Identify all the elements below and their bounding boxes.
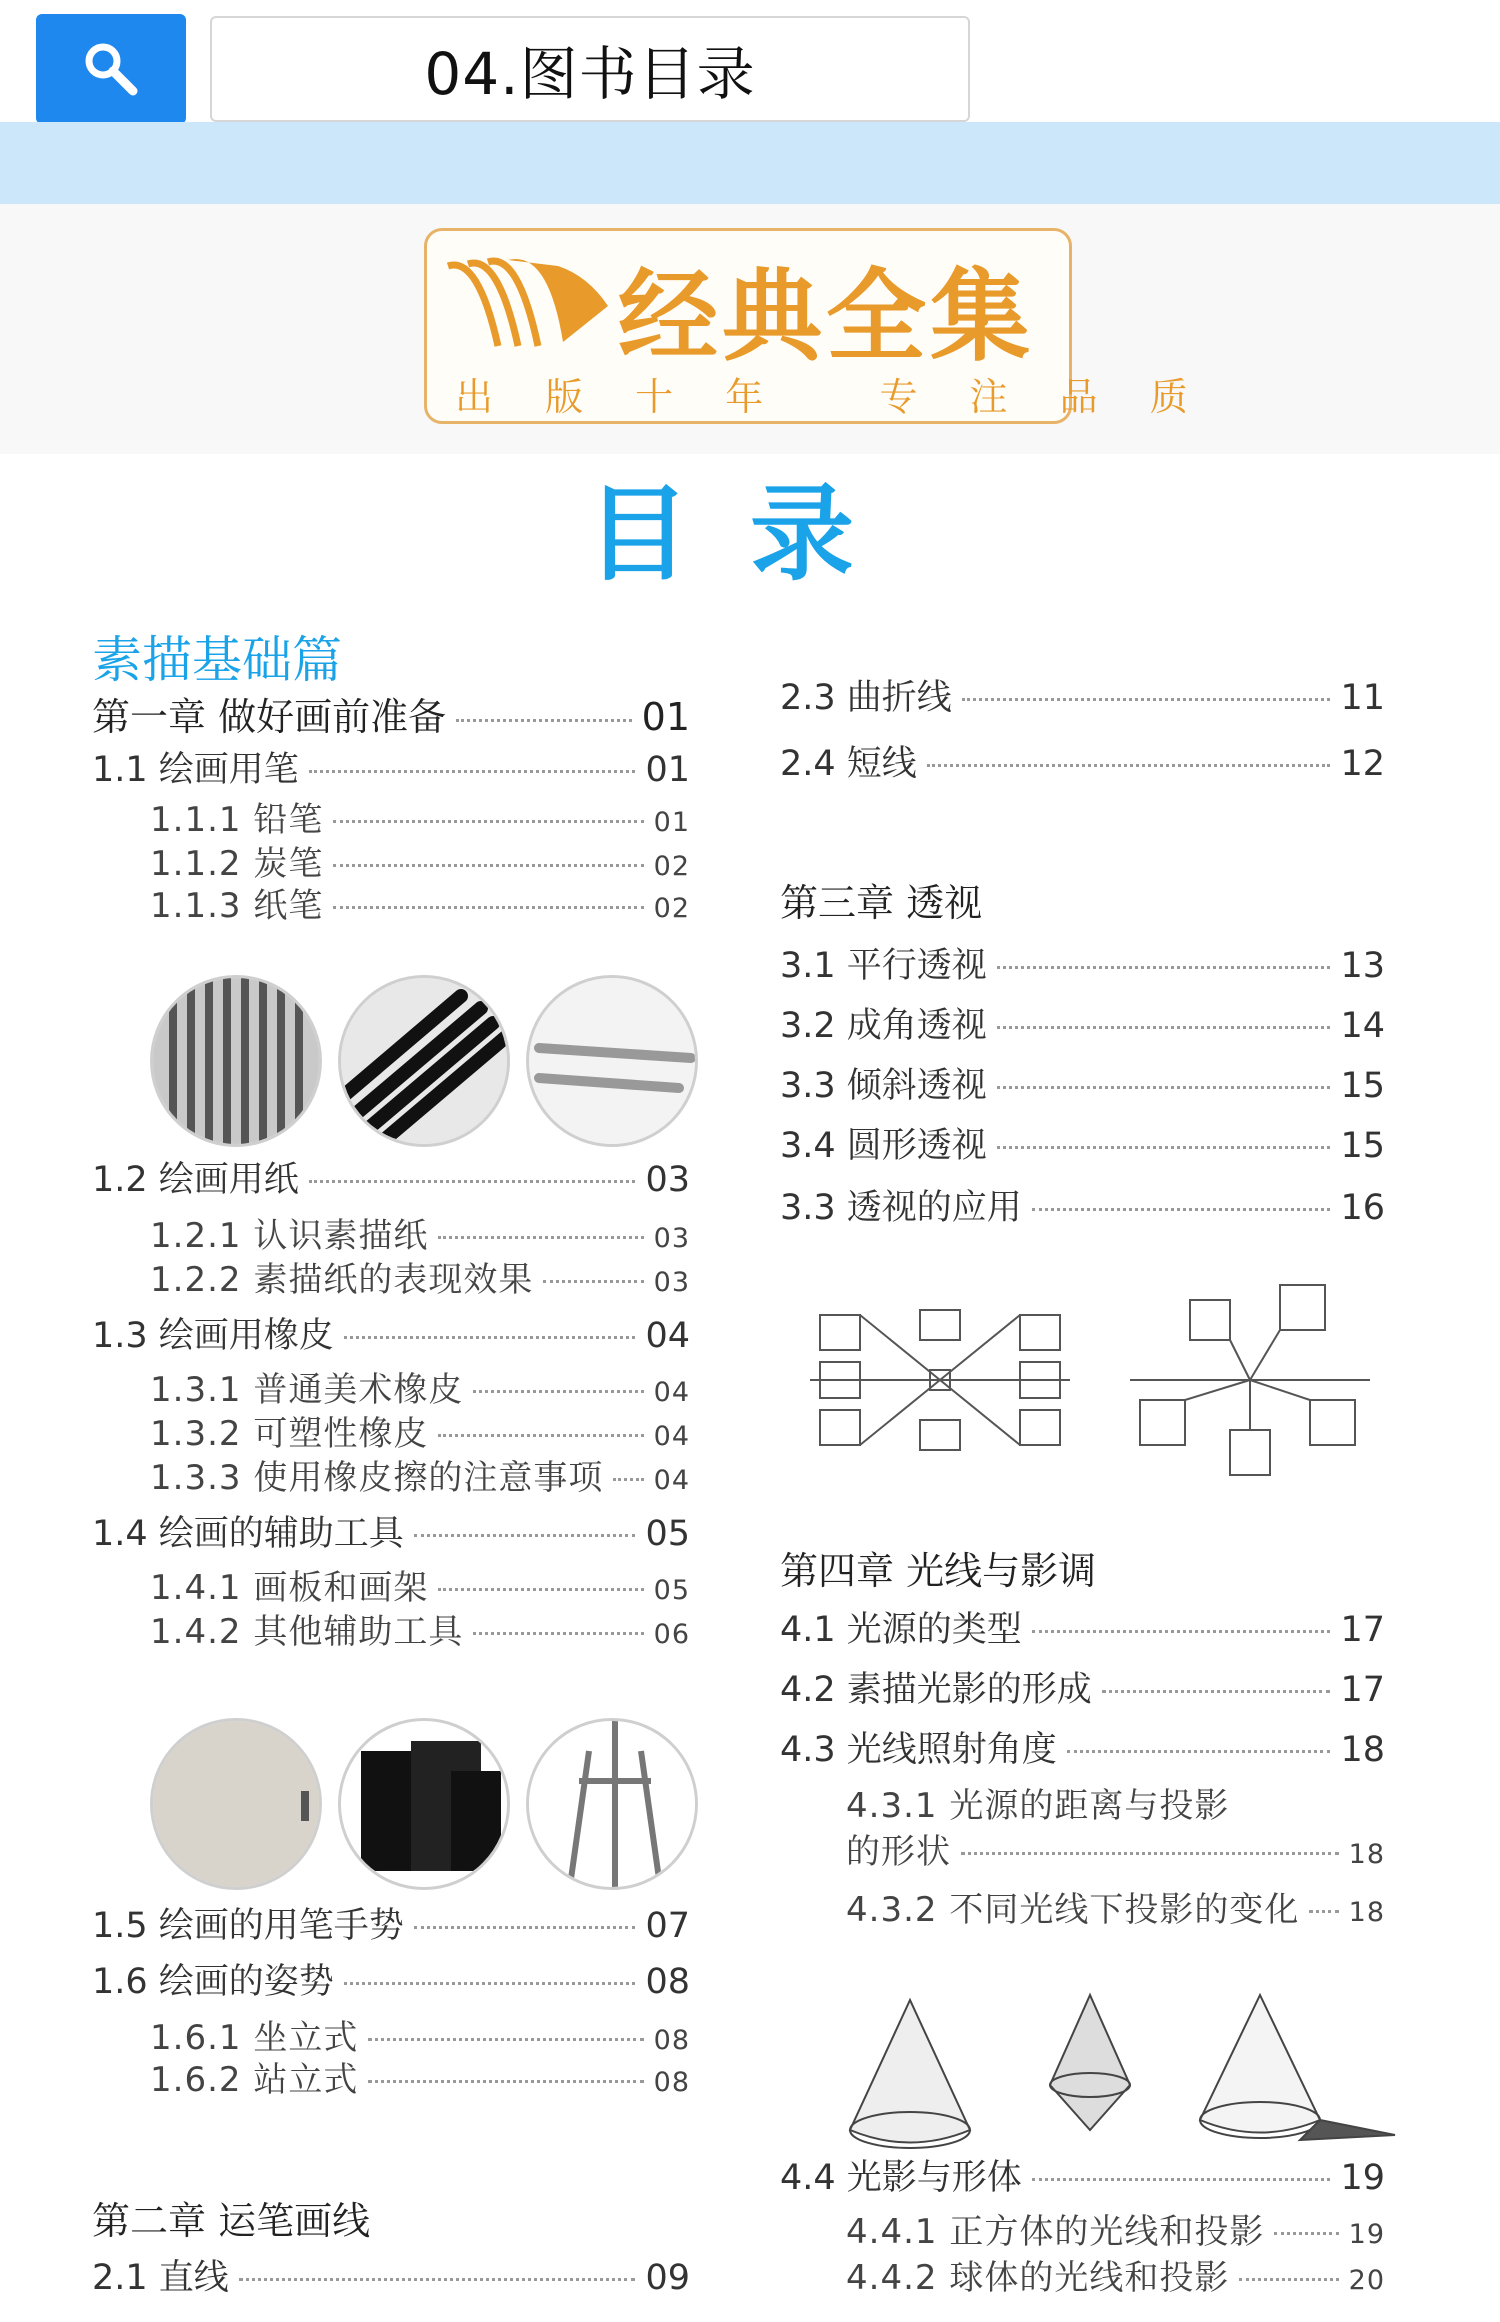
toc-entry[interactable] — [780, 736, 1385, 786]
toc-page-number: 08 — [653, 2067, 690, 2098]
toc-leader-dots — [414, 1534, 636, 1537]
toc-entry[interactable] — [780, 1722, 1385, 1772]
toc-entry[interactable] — [150, 1450, 690, 1499]
toc-leader-dots — [997, 1086, 1331, 1089]
toc-entry[interactable] — [150, 2052, 690, 2101]
toc-entry-label: 1.4.1 画板和画架 — [150, 1568, 429, 1608]
paper-stump-photo — [526, 975, 698, 1147]
toc-entry[interactable] — [780, 1180, 1385, 1230]
toc-page-number: 18 — [1340, 1730, 1385, 1770]
toc-entry-label: 1.4.2 其他辅助工具 — [150, 1612, 464, 1652]
toc-page-number: 01 — [653, 807, 690, 838]
toc-entry[interactable] — [846, 1882, 1385, 1931]
book-logo-icon — [438, 246, 618, 366]
toc-entry-label: 4.4.2 球体的光线和投影 — [846, 2258, 1230, 2298]
toc-chapter-heading[interactable] — [780, 1540, 1385, 1595]
parallel-perspective-diagram — [810, 1300, 1070, 1460]
toc-entry-label: 1.3.1 普通美术橡皮 — [150, 1370, 464, 1410]
toc-leader-dots — [1102, 1690, 1331, 1693]
toc-page-number: 19 — [1340, 2158, 1385, 2198]
toc-leader-dots — [997, 1146, 1331, 1149]
toc-entry[interactable] — [150, 1560, 690, 1609]
toc-entry-label: 1.2.1 认识素描纸 — [150, 1216, 429, 1256]
toc-entry-label: 4.3.2 不同光线下投影的变化 — [846, 1890, 1300, 1930]
toc-page-number: 05 — [653, 1575, 690, 1606]
toc-leader-dots — [1309, 1910, 1338, 1913]
toc-page-number: 02 — [653, 893, 690, 924]
toc-entry-label: 3.4 圆形透视 — [780, 1126, 987, 1166]
toc-entry-label: 1.1.1 铅笔 — [150, 800, 324, 840]
easel-photo — [526, 1718, 698, 1890]
toc-leader-dots — [961, 1852, 1339, 1855]
toc-leader-dots — [1032, 1630, 1331, 1633]
toc-entry[interactable] — [92, 1954, 690, 2004]
toc-entry-label: 4.2 素描光影的形成 — [780, 1670, 1092, 1710]
toc-page-number: 04 — [653, 1421, 690, 1452]
toc-page-number: 05 — [645, 1514, 690, 1554]
toc-leader-dots — [344, 1336, 636, 1339]
toc-entry-label: 1.1.3 纸笔 — [150, 886, 324, 926]
toc-entry-label: 第四章 光线与影调 — [780, 1549, 1097, 1593]
toc-entry[interactable] — [846, 1824, 1385, 1873]
charcoal-photo — [338, 975, 510, 1147]
toc-entry-label: 1.2 绘画用纸 — [92, 1160, 299, 1200]
toc-page-number: 17 — [1340, 1610, 1385, 1650]
toc-page-number: 09 — [645, 2258, 690, 2298]
toc-entry[interactable] — [92, 1898, 690, 1948]
toc-page-number: 14 — [1340, 1006, 1385, 1046]
toc-entry-label: 第三章 透视 — [780, 881, 983, 925]
toc-entry-label: 1.3.3 使用橡皮擦的注意事项 — [150, 1458, 604, 1498]
toc-entry-label: 3.1 平行透视 — [780, 946, 987, 986]
toc-entry[interactable] — [780, 1602, 1385, 1652]
toc-entry-label: 1.1.2 炭笔 — [150, 844, 324, 884]
toc-entry[interactable] — [780, 938, 1385, 988]
toc-entry[interactable] — [92, 686, 690, 741]
toc-entry-label: 1.6 绘画的姿势 — [92, 1962, 334, 2002]
toc-leader-dots — [997, 1026, 1331, 1029]
toc-entry[interactable] — [150, 792, 690, 841]
toc-leader-dots — [414, 1926, 636, 1929]
toc-leader-dots — [344, 1982, 636, 1985]
toc-page-number: 19 — [1348, 2219, 1385, 2250]
toc-page-number: 01 — [641, 695, 690, 739]
toc-page-number: 04 — [653, 1377, 690, 1408]
drawing-board-photo — [150, 1718, 322, 1890]
toc-entry[interactable] — [780, 1058, 1385, 1108]
toc-leader-dots — [1032, 1208, 1331, 1211]
toc-entry[interactable] — [846, 2250, 1385, 2299]
toc-page-number: 08 — [653, 2025, 690, 2056]
toc-leader-dots — [333, 906, 643, 909]
toc-entry[interactable] — [150, 1604, 690, 1653]
cone-light-diagrams — [820, 1990, 1400, 2160]
toc-leader-dots — [333, 820, 643, 823]
toc-entry-label: 1.2.2 素描纸的表现效果 — [150, 1260, 534, 1300]
toc-page-number: 03 — [653, 1267, 690, 1298]
toc-page-number: 15 — [1340, 1126, 1385, 1166]
toc-chapter-heading[interactable] — [846, 1778, 1385, 1827]
toc-leader-dots — [1274, 2232, 1338, 2235]
toc-leader-dots — [438, 1236, 643, 1239]
brand-title: 经典全集 — [618, 258, 1034, 375]
toc-page-number: 04 — [645, 1316, 690, 1356]
toc-page-number: 03 — [653, 1223, 690, 1254]
toc-page-number: 18 — [1348, 1897, 1385, 1928]
toc-leader-dots — [962, 698, 1331, 701]
toc-leader-dots — [927, 764, 1331, 767]
toc-entry-label: 的形状 — [846, 1832, 951, 1872]
toc-entry-label: 4.4.1 正方体的光线和投影 — [846, 2212, 1265, 2252]
toc-entry-label: 1.5 绘画的用笔手势 — [92, 1906, 404, 1946]
search-icon — [81, 39, 141, 99]
toc-entry-label: 1.6.1 坐立式 — [150, 2018, 359, 2058]
angular-perspective-diagram — [1130, 1280, 1370, 1480]
toc-entry[interactable] — [92, 2250, 690, 2300]
toc-chapter-heading[interactable] — [92, 2190, 690, 2245]
toc-entry-label: 1.6.2 站立式 — [150, 2060, 359, 2100]
toc-leader-dots — [473, 1390, 643, 1393]
toc-entry-label: 第二章 运笔画线 — [92, 2199, 371, 2243]
pencils-photo — [150, 975, 322, 1147]
toc-leader-dots — [543, 1280, 643, 1283]
toc-page-number: 01 — [645, 750, 690, 790]
toc-leader-dots — [1032, 2178, 1331, 2181]
toc-leader-dots — [239, 2278, 636, 2281]
toc-entry-label: 4.3.1 光源的距离与投影 — [846, 1786, 1230, 1826]
search-input[interactable]: 04.图书目录 — [210, 16, 970, 122]
toc-entry-label: 3.2 成角透视 — [780, 1006, 987, 1046]
toc-entry-label: 1.1 绘画用笔 — [92, 750, 299, 790]
toc-entry-label: 3.3 倾斜透视 — [780, 1066, 987, 1106]
toc-entry-label: 4.1 光源的类型 — [780, 1610, 1022, 1650]
toc-entry[interactable] — [150, 1406, 690, 1455]
toc-entry-label: 3.3 透视的应用 — [780, 1188, 1022, 1228]
toc-entry[interactable] — [780, 1662, 1385, 1712]
toc-leader-dots — [613, 1478, 643, 1481]
toc-page-number: 20 — [1348, 2265, 1385, 2296]
toc-leader-dots — [997, 966, 1331, 969]
toc-entry-label: 4.3 光线照射角度 — [780, 1730, 1057, 1770]
toc-leader-dots — [333, 864, 643, 867]
header-band — [0, 122, 1500, 204]
toc-entry[interactable] — [150, 878, 690, 927]
toc-leader-dots — [1239, 2278, 1338, 2281]
toc-entry[interactable] — [780, 670, 1385, 720]
search-button[interactable] — [36, 14, 186, 124]
toc-entry-label: 2.3 曲折线 — [780, 678, 952, 718]
drawing-bags-photo — [338, 1718, 510, 1890]
toc-chapter-heading[interactable] — [780, 872, 1385, 927]
toc-page-number: 08 — [645, 1962, 690, 2002]
toc-leader-dots — [368, 2080, 643, 2083]
toc-page-number: 12 — [1340, 744, 1385, 784]
toc-leader-dots — [309, 1180, 636, 1183]
toc-entry-label: 2.1 直线 — [92, 2258, 229, 2298]
toc-leader-dots — [438, 1434, 643, 1437]
toc-entry-label: 4.4 光影与形体 — [780, 2158, 1022, 2198]
toc-entry[interactable] — [780, 998, 1385, 1048]
toc-leader-dots — [473, 1632, 643, 1635]
toc-entry[interactable] — [150, 1362, 690, 1411]
toc-entry[interactable] — [150, 1252, 690, 1301]
toc-leader-dots — [1067, 1750, 1331, 1753]
toc-page-number: 04 — [653, 1465, 690, 1496]
toc-page-number: 17 — [1340, 1670, 1385, 1710]
toc-entry[interactable] — [780, 1118, 1385, 1168]
toc-entry-label: 1.3.2 可塑性橡皮 — [150, 1414, 429, 1454]
toc-page-number: 13 — [1340, 946, 1385, 986]
toc-page-number: 11 — [1340, 678, 1385, 718]
toc-page-number: 06 — [653, 1619, 690, 1650]
toc-page-number: 15 — [1340, 1066, 1385, 1106]
toc-entry[interactable] — [92, 1152, 690, 1202]
brand-slogan: 出 版 十 年 专 注 品 质 — [455, 375, 1208, 419]
toc-title: 目录 — [585, 472, 914, 595]
toc-entry[interactable] — [846, 2204, 1385, 2253]
toc-page-number: 18 — [1348, 1839, 1385, 1870]
toc-page-number: 02 — [653, 851, 690, 882]
toc-page-number: 16 — [1340, 1188, 1385, 1228]
toc-entry-label: 1.3 绘画用橡皮 — [92, 1316, 334, 1356]
toc-leader-dots — [456, 719, 632, 722]
section-title: 素描基础篇 — [92, 631, 342, 689]
toc-leader-dots — [309, 770, 636, 773]
toc-entry-label: 2.4 短线 — [780, 744, 917, 784]
toc-entry[interactable] — [150, 1208, 690, 1257]
toc-entry[interactable] — [92, 1506, 690, 1556]
toc-page-number: 07 — [645, 1906, 690, 1946]
toc-entry[interactable] — [92, 1308, 690, 1358]
toc-leader-dots — [368, 2038, 643, 2041]
toc-entry-label: 第一章 做好画前准备 — [92, 695, 447, 739]
toc-entry[interactable] — [92, 742, 690, 792]
toc-page-number: 03 — [645, 1160, 690, 1200]
toc-entry-label: 1.4 绘画的辅助工具 — [92, 1514, 404, 1554]
toc-leader-dots — [438, 1588, 643, 1591]
